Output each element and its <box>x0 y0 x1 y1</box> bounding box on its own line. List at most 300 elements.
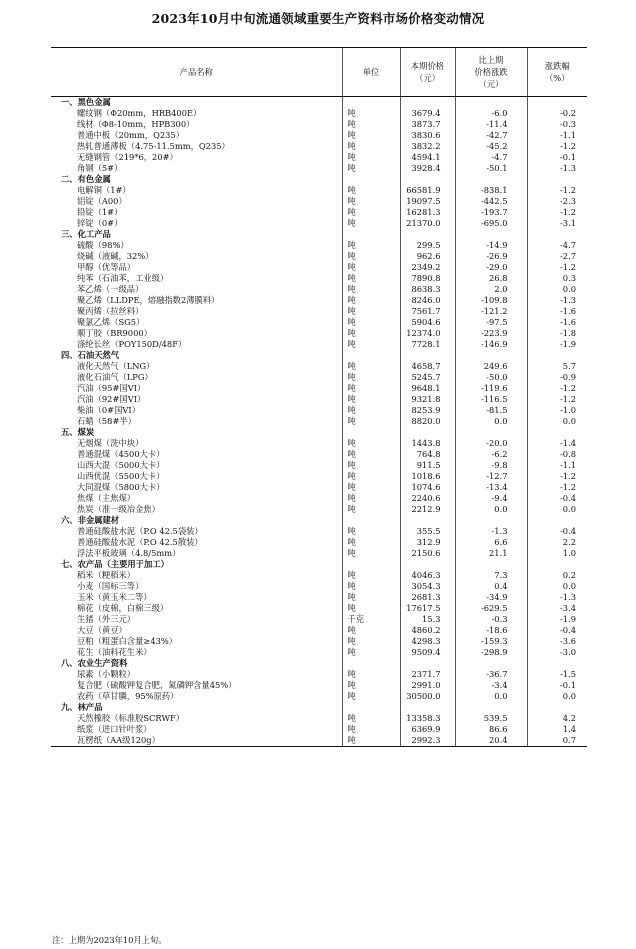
product-name-cell: 浮法平板玻璃（4.8/5mm） <box>77 548 181 558</box>
pct-cell: -0.4 <box>527 526 587 537</box>
unit-cell: 吨 <box>342 405 400 416</box>
price-cell: 2681.3 <box>400 592 455 603</box>
category-row <box>51 559 587 570</box>
price-cell <box>400 515 455 526</box>
pct-cell: -4.7 <box>527 240 587 251</box>
change-cell: 539.5 <box>455 713 527 724</box>
unit-cell: 吨 <box>342 691 400 702</box>
table-row <box>51 449 587 460</box>
unit-cell: 吨 <box>342 735 400 747</box>
change-cell: -14.9 <box>455 240 527 251</box>
unit-cell: 吨 <box>342 284 400 295</box>
table-row <box>51 141 587 152</box>
unit-cell: 吨 <box>342 295 400 306</box>
product-name-cell: 普通混煤（4500大卡） <box>77 449 165 459</box>
table-row <box>51 504 587 515</box>
category-row <box>51 427 587 438</box>
change-cell: 86.6 <box>455 724 527 735</box>
table-row <box>51 207 587 218</box>
price-cell: 911.5 <box>400 460 455 471</box>
pct-cell: -0.3 <box>527 119 587 130</box>
pct-cell: -0.4 <box>527 625 587 636</box>
change-cell: 26.8 <box>455 273 527 284</box>
unit-cell: 吨 <box>342 724 400 735</box>
pct-cell: -0.1 <box>527 152 587 163</box>
price-cell <box>400 702 455 713</box>
change-cell: -45.2 <box>455 141 527 152</box>
change-cell: 0.4 <box>455 581 527 592</box>
change-cell: -146.9 <box>455 339 527 350</box>
product-name-cell: 普通中板（20mm，Q235） <box>77 130 185 140</box>
unit-cell: 吨 <box>342 504 400 515</box>
price-cell: 2992.3 <box>400 735 455 747</box>
table-row <box>51 614 587 625</box>
price-cell: 13358.3 <box>400 713 455 724</box>
price-cell <box>400 559 455 570</box>
pct-cell <box>527 559 587 570</box>
unit-cell: 吨 <box>342 185 400 196</box>
change-cell: -81.5 <box>455 405 527 416</box>
category-row <box>51 658 587 669</box>
change-cell: -109.8 <box>455 295 527 306</box>
price-cell: 4046.3 <box>400 570 455 581</box>
table-row <box>51 471 587 482</box>
change-cell: 20.4 <box>455 735 527 747</box>
price-cell: 12374.0 <box>400 328 455 339</box>
product-name-cell: 瓦楞纸（AA级120g） <box>51 735 342 747</box>
product-name-cell: 天然橡胶（标准胶SCRWF） <box>77 713 185 723</box>
header-change <box>455 48 527 97</box>
table-row <box>51 438 587 449</box>
unit-cell: 吨 <box>342 361 400 372</box>
change-cell <box>455 174 527 185</box>
price-cell <box>400 174 455 185</box>
pct-cell: -1.2 <box>527 141 587 152</box>
pct-cell: -1.6 <box>527 306 587 317</box>
header-product-name: 产品名称 <box>51 48 342 97</box>
pct-cell: -3.0 <box>527 647 587 658</box>
pct-cell: -1.2 <box>527 471 587 482</box>
product-name-cell: 四、石油天然气 <box>61 350 120 360</box>
price-cell: 2371.7 <box>400 669 455 680</box>
table-row <box>51 713 587 724</box>
product-name-cell: 甲醇（优等品） <box>77 262 136 272</box>
table-row <box>51 284 587 295</box>
pct-cell: 0.7 <box>527 735 587 747</box>
unit-cell: 吨 <box>342 328 400 339</box>
table-row <box>51 339 587 350</box>
change-cell: -12.7 <box>455 471 527 482</box>
pct-cell: 2.2 <box>527 537 587 548</box>
change-cell: -0.3 <box>455 614 527 625</box>
product-name-cell: 螺纹钢（Φ20mm，HRB400E） <box>77 108 202 118</box>
product-name-cell: 角钢（5#） <box>77 163 123 173</box>
table-row <box>51 680 587 691</box>
table-row <box>51 295 587 306</box>
price-cell: 3832.2 <box>400 141 455 152</box>
table-row <box>51 185 587 196</box>
unit-cell: 吨 <box>342 207 400 218</box>
change-cell: -116.5 <box>455 394 527 405</box>
change-cell: -50.1 <box>455 163 527 174</box>
pct-cell: 4.2 <box>527 713 587 724</box>
change-cell: -193.7 <box>455 207 527 218</box>
pct-cell: -1.9 <box>527 339 587 350</box>
table-row <box>51 647 587 658</box>
header-pct-line-2: （%） <box>545 73 570 83</box>
unit-cell: 吨 <box>342 636 400 647</box>
pct-cell: -1.3 <box>527 163 587 174</box>
header-change-line-3: （元） <box>478 79 504 89</box>
unit-cell: 吨 <box>342 548 400 559</box>
unit-cell: 吨 <box>342 537 400 548</box>
table-row <box>51 108 587 119</box>
pct-cell <box>527 350 587 361</box>
change-cell: -29.0 <box>455 262 527 273</box>
table-row <box>51 460 587 471</box>
change-cell: -629.5 <box>455 603 527 614</box>
change-cell: -298.9 <box>455 647 527 658</box>
header-unit: 单位 <box>342 48 400 97</box>
product-name-cell: 石蜡（58#半） <box>77 416 136 426</box>
change-cell: -13.4 <box>455 482 527 493</box>
change-cell: -4.7 <box>455 152 527 163</box>
price-cell: 7890.8 <box>400 273 455 284</box>
header-price-line-1: 本期价格 <box>410 61 445 71</box>
pct-cell: 0.0 <box>527 504 587 515</box>
price-cell: 962.6 <box>400 251 455 262</box>
price-cell: 9321.8 <box>400 394 455 405</box>
table-row <box>51 669 587 680</box>
table-row <box>51 548 587 559</box>
product-name-cell: 三、化工产品 <box>61 229 111 239</box>
unit-cell: 吨 <box>342 163 400 174</box>
unit-cell: 吨 <box>342 339 400 350</box>
change-cell: -97.5 <box>455 317 527 328</box>
pct-cell: -3.6 <box>527 636 587 647</box>
product-name-cell: 生猪（外三元） <box>77 614 136 624</box>
price-cell <box>400 658 455 669</box>
price-cell: 6369.9 <box>400 724 455 735</box>
product-name-cell: 汽油（92#国VI） <box>77 394 146 404</box>
price-cell: 2349.2 <box>400 262 455 273</box>
product-name-cell: 铅锭（1#） <box>77 207 123 217</box>
unit-cell <box>342 658 400 669</box>
unit-cell: 吨 <box>342 581 400 592</box>
table-row <box>51 581 587 592</box>
product-name-cell: 豆粕（粗蛋白含量≥43%） <box>77 636 178 646</box>
price-cell: 3054.3 <box>400 581 455 592</box>
unit-cell: 吨 <box>342 669 400 680</box>
pct-cell: -1.4 <box>527 438 587 449</box>
change-cell: -20.0 <box>455 438 527 449</box>
product-name-cell: 复合肥（硫酸钾复合肥，氮磷钾含量45%） <box>77 680 237 690</box>
unit-cell: 吨 <box>342 130 400 141</box>
pct-cell: -1.0 <box>527 405 587 416</box>
price-cell: 2150.6 <box>400 548 455 559</box>
table-row <box>51 537 587 548</box>
price-cell: 17617.5 <box>400 603 455 614</box>
price-cell: 7561.7 <box>400 306 455 317</box>
category-row <box>51 702 587 713</box>
unit-cell <box>342 229 400 240</box>
unit-cell: 吨 <box>342 570 400 581</box>
price-cell: 3873.7 <box>400 119 455 130</box>
pct-cell <box>527 229 587 240</box>
change-cell <box>455 702 527 713</box>
unit-cell <box>342 515 400 526</box>
price-cell: 5245.7 <box>400 372 455 383</box>
unit-cell: 吨 <box>342 471 400 482</box>
price-cell: 1018.6 <box>400 471 455 482</box>
unit-cell: 吨 <box>342 713 400 724</box>
change-cell <box>455 658 527 669</box>
unit-cell: 吨 <box>342 625 400 636</box>
page-title: 2023年10月中旬流通领域重要生产资料市场价格变动情况 <box>151 11 485 26</box>
table-row <box>51 317 587 328</box>
pct-cell: -0.8 <box>527 449 587 460</box>
product-name-cell: 无缝钢管（219*6，20#） <box>77 152 178 162</box>
pct-cell <box>527 174 587 185</box>
table-row <box>51 218 587 229</box>
change-cell: -223.9 <box>455 328 527 339</box>
change-cell: -26.9 <box>455 251 527 262</box>
price-table <box>51 47 587 747</box>
price-cell: 7728.1 <box>400 339 455 350</box>
price-cell: 764.8 <box>400 449 455 460</box>
change-cell: -121.2 <box>455 306 527 317</box>
unit-cell <box>342 702 400 713</box>
pct-cell: 0.0 <box>527 416 587 427</box>
unit-cell: 吨 <box>342 273 400 284</box>
unit-cell: 吨 <box>342 493 400 504</box>
unit-cell: 吨 <box>342 394 400 405</box>
table-row <box>51 361 587 372</box>
price-cell: 8820.0 <box>400 416 455 427</box>
price-cell <box>400 427 455 438</box>
category-row <box>51 229 587 240</box>
unit-cell: 吨 <box>342 460 400 471</box>
table-row <box>51 405 587 416</box>
price-cell: 3679.4 <box>400 108 455 119</box>
price-cell: 4594.1 <box>400 152 455 163</box>
pct-cell: -1.3 <box>527 592 587 603</box>
product-name-cell: 大豆（黄豆） <box>77 625 127 635</box>
table-row <box>51 636 587 647</box>
price-cell: 21370.0 <box>400 218 455 229</box>
unit-cell: 吨 <box>342 416 400 427</box>
change-cell: 0.0 <box>455 416 527 427</box>
change-cell: -1.3 <box>455 526 527 537</box>
product-name-cell: 苯乙烯（一级品） <box>77 284 144 294</box>
pct-cell: -0.4 <box>527 493 587 504</box>
product-name-cell: 聚丙烯（拉丝料） <box>77 306 144 316</box>
pct-cell: -3.4 <box>527 603 587 614</box>
table-row <box>51 163 587 174</box>
change-cell: -9.4 <box>455 493 527 504</box>
change-cell: -50.0 <box>455 372 527 383</box>
product-name-cell: 一、黑色金属 <box>61 97 111 107</box>
change-cell: -695.0 <box>455 218 527 229</box>
product-name-cell: 花生（油料花生米） <box>77 647 152 657</box>
product-name-cell: 稻米（粳稻米） <box>77 570 136 580</box>
change-cell: -11.4 <box>455 119 527 130</box>
table-row <box>51 526 587 537</box>
pct-cell: -1.5 <box>527 669 587 680</box>
change-cell: 7.3 <box>455 570 527 581</box>
table-row <box>51 383 587 394</box>
table-row <box>51 603 587 614</box>
pct-cell: 0.0 <box>527 691 587 702</box>
price-cell: 1074.6 <box>400 482 455 493</box>
change-cell <box>455 427 527 438</box>
table-row <box>51 625 587 636</box>
table-row <box>51 306 587 317</box>
unit-cell: 吨 <box>342 218 400 229</box>
product-name-cell: 农药（草甘膦，95%原药） <box>77 691 179 701</box>
unit-cell: 吨 <box>342 526 400 537</box>
pct-cell: 1.4 <box>527 724 587 735</box>
pct-cell: 0.0 <box>527 581 587 592</box>
product-name-cell: 尿素（小颗粒） <box>77 669 136 679</box>
header-pct <box>527 48 587 97</box>
price-cell: 355.5 <box>400 526 455 537</box>
product-name-cell: 电解铜（1#） <box>77 185 131 195</box>
table-row <box>51 328 587 339</box>
unit-cell: 吨 <box>342 317 400 328</box>
unit-cell <box>342 350 400 361</box>
change-cell <box>455 559 527 570</box>
price-cell: 3830.6 <box>400 130 455 141</box>
table-row <box>51 262 587 273</box>
table-row <box>51 251 587 262</box>
product-name-cell: 烧碱（液碱，32%） <box>77 251 154 261</box>
product-name-cell: 小麦（国标三等） <box>77 581 144 591</box>
table-row <box>51 735 587 747</box>
price-cell: 8638.3 <box>400 284 455 295</box>
unit-cell: 吨 <box>342 647 400 658</box>
unit-cell: 吨 <box>342 680 400 691</box>
change-cell: 0.0 <box>455 691 527 702</box>
header-price <box>400 48 455 97</box>
pct-cell: -1.3 <box>527 295 587 306</box>
unit-cell: 吨 <box>342 372 400 383</box>
category-row <box>51 515 587 526</box>
category-row <box>51 97 587 109</box>
product-name-cell: 山西大混（5000大卡） <box>77 460 165 470</box>
change-cell: -9.8 <box>455 460 527 471</box>
table-row <box>51 691 587 702</box>
product-name-cell: 山西优混（5500大卡） <box>77 471 165 481</box>
product-name-cell: 焦煤（主焦煤） <box>77 493 136 503</box>
product-name-cell: 六、非金属建材 <box>61 515 120 525</box>
product-name-cell: 玉米（黄玉米二等） <box>77 592 152 602</box>
product-name-cell: 纯苯（石油苯，工业级） <box>77 273 169 283</box>
header-change-line-1: 比上期 <box>478 55 504 65</box>
header-pct-line-1: 涨跌幅 <box>544 61 570 71</box>
product-name-cell: 大同混煤（5800大卡） <box>77 482 165 492</box>
unit-cell: 吨 <box>342 108 400 119</box>
change-cell <box>455 229 527 240</box>
change-cell: -18.6 <box>455 625 527 636</box>
price-cell: 8253.9 <box>400 405 455 416</box>
table-row <box>51 592 587 603</box>
product-name-cell: 液化天然气（LNG） <box>77 361 155 371</box>
table-row <box>51 273 587 284</box>
change-cell: -36.7 <box>455 669 527 680</box>
pct-cell <box>527 97 587 109</box>
price-cell: 5904.6 <box>400 317 455 328</box>
pct-cell: -1.1 <box>527 460 587 471</box>
table-row <box>51 119 587 130</box>
pct-cell: -2.7 <box>527 251 587 262</box>
price-cell: 30500.0 <box>400 691 455 702</box>
table-header-row <box>51 48 587 97</box>
unit-cell: 吨 <box>342 449 400 460</box>
unit-cell <box>342 174 400 185</box>
table-row <box>51 130 587 141</box>
pct-cell: -1.2 <box>527 383 587 394</box>
table-row <box>51 482 587 493</box>
product-name-cell: 焦炭（准一级冶金焦） <box>77 504 160 514</box>
price-cell: 19097.5 <box>400 196 455 207</box>
pct-cell: -1.9 <box>527 614 587 625</box>
price-cell: 2991.0 <box>400 680 455 691</box>
change-cell: 6.6 <box>455 537 527 548</box>
unit-cell <box>342 427 400 438</box>
unit-cell: 吨 <box>342 592 400 603</box>
table-row <box>51 372 587 383</box>
unit-cell: 吨 <box>342 196 400 207</box>
product-name-cell: 棉花（皮棉，白棉三级） <box>77 603 169 613</box>
product-name-cell: 八、农业生产资料 <box>61 658 128 668</box>
change-cell: -6.2 <box>455 449 527 460</box>
product-name-cell: 热轧普通薄板（4.75-11.5mm，Q235） <box>77 141 230 151</box>
unit-cell <box>342 97 400 109</box>
change-cell: 21.1 <box>455 548 527 559</box>
table-row <box>51 196 587 207</box>
pct-cell: 0.3 <box>527 273 587 284</box>
unit-cell: 吨 <box>342 438 400 449</box>
product-name-cell: 汽油（95#国VI） <box>77 383 146 393</box>
change-cell <box>455 350 527 361</box>
pct-cell: -0.1 <box>527 680 587 691</box>
pct-cell: 0.0 <box>527 284 587 295</box>
pct-cell: -1.2 <box>527 394 587 405</box>
pct-cell: -1.1 <box>527 130 587 141</box>
product-name-cell: 二、有色金属 <box>61 174 111 184</box>
header-change-line-2: 价格涨跌 <box>474 67 508 77</box>
pct-cell: 0.2 <box>527 570 587 581</box>
change-cell: -838.1 <box>455 185 527 196</box>
price-cell <box>400 350 455 361</box>
pct-cell: -0.2 <box>527 108 587 119</box>
product-name-cell: 无烟煤（洗中块） <box>77 438 144 448</box>
price-cell: 15.3 <box>400 614 455 625</box>
pct-cell <box>527 515 587 526</box>
price-cell: 4658.7 <box>400 361 455 372</box>
unit-cell: 吨 <box>342 251 400 262</box>
pct-cell: 5.7 <box>527 361 587 372</box>
change-cell: 2.0 <box>455 284 527 295</box>
category-row <box>51 174 587 185</box>
product-name-cell: 线材（Φ8-10mm，HPB300） <box>77 119 195 129</box>
product-name-cell: 聚氯乙烯（SG5） <box>77 317 145 327</box>
pct-cell: -1.8 <box>527 328 587 339</box>
unit-cell <box>342 559 400 570</box>
product-name-cell: 普通硅酸盐水泥（P.O 42.5散装） <box>77 537 203 547</box>
table-row <box>51 493 587 504</box>
